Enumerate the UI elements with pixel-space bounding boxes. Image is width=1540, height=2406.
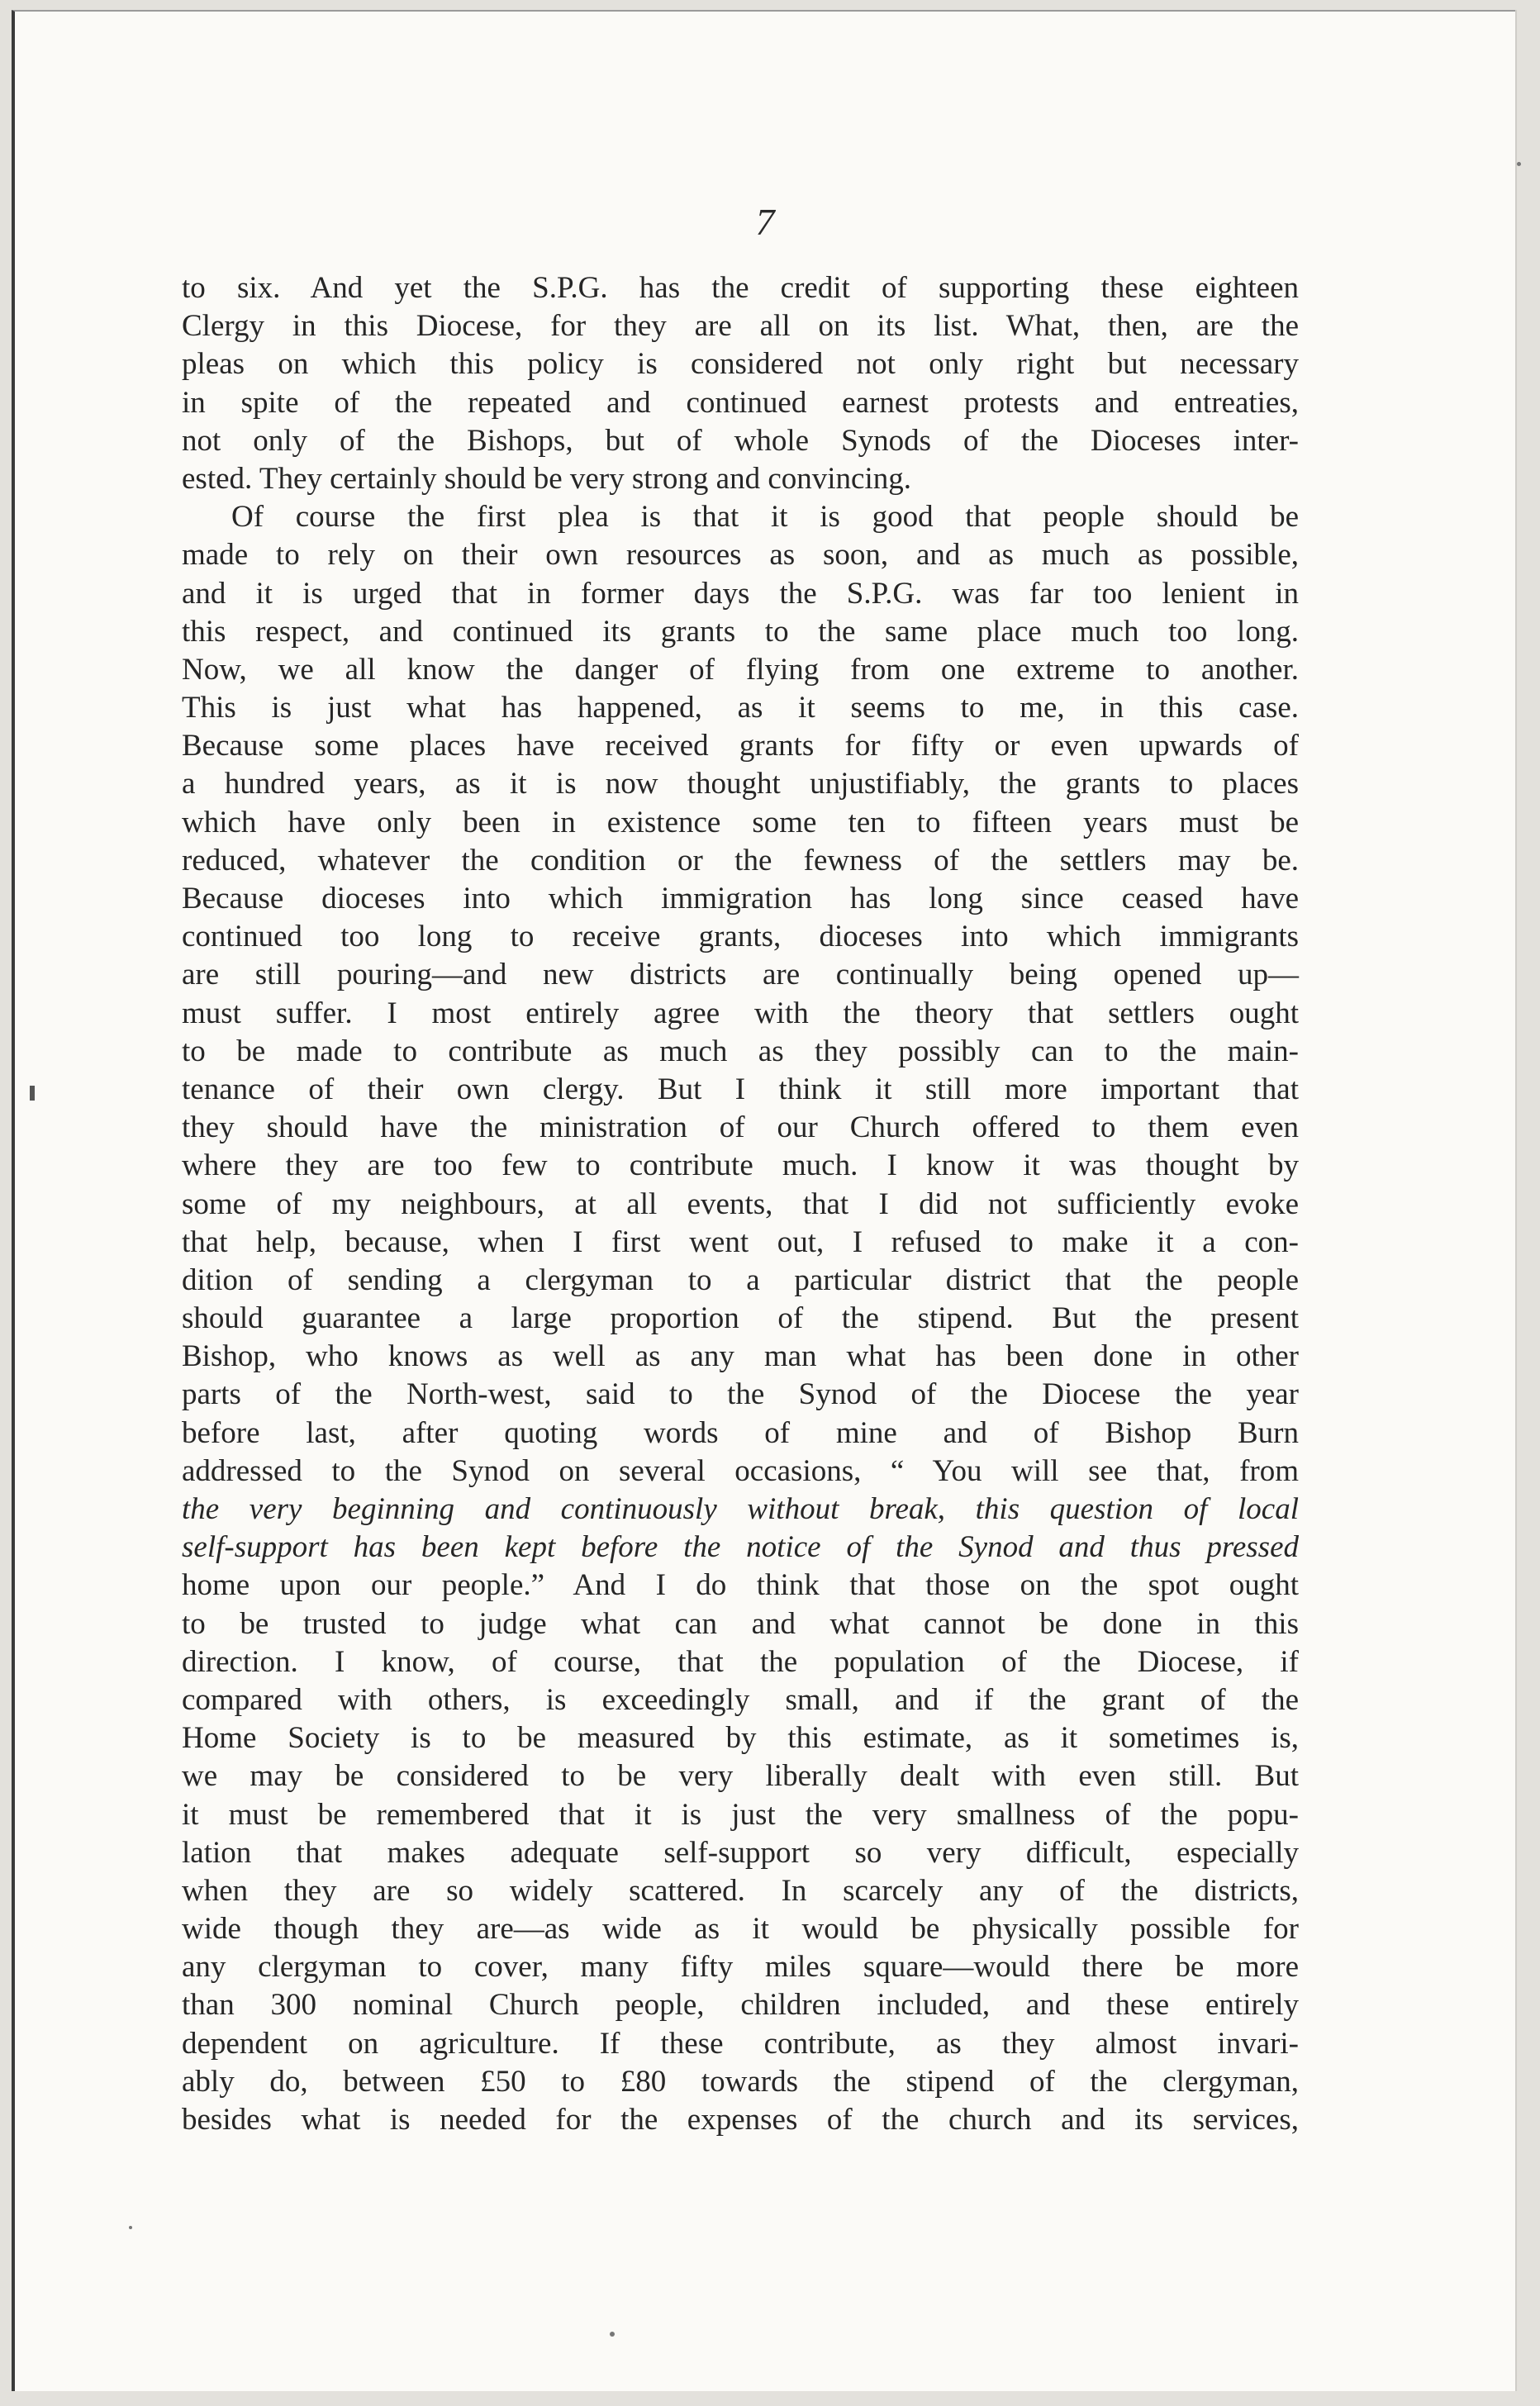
text-line: dition of sending a clergyman to a particular district that the people [182, 1262, 1299, 1297]
page-number: 7 [755, 201, 775, 243]
text-line: This is just what has happened, as it seems to me, in this case. [182, 691, 1299, 725]
text-line: and it is urged that in former days the S.P.G. was far too lenient in [182, 576, 1299, 611]
text-line: continued too long to receive grants, dioceses into which immigrants [182, 920, 1299, 954]
text-line: besides what is needed for the expenses of the church and its services, [182, 2103, 1299, 2137]
scanned-page [12, 10, 1515, 2391]
text-line: Because dioceses into which immigration has long since ceased have [182, 882, 1299, 915]
text-line: addressed to the Synod on several occasions, “ You will see that, from [182, 1453, 1299, 1488]
text-line: compared with others, is exceedingly small, and if the grant of the [182, 1682, 1299, 1717]
text-line: Because some places have received grants for fifty or even upwards of [182, 729, 1299, 763]
text-line: must suffer. I most entirely agree with the theory that settlers ought [182, 996, 1299, 1030]
scan-speck [1517, 162, 1521, 166]
text-line: they should have the ministration of our Church offered to them even [182, 1110, 1299, 1145]
text-line: lation that makes adequate self-support so very difficult, especially [182, 1835, 1299, 1870]
scan-speck [610, 2332, 615, 2337]
text-line: ested. They certainly should be very strong and convincing. [182, 461, 911, 496]
text-line: to be trusted to judge what can and what cannot be done in this [182, 1606, 1299, 1641]
text-line: Clergy in this Diocese, for they are all on its list. What, then, are the [182, 309, 1299, 344]
text-line: any clergyman to cover, many fifty miles square—would there be more [182, 1950, 1299, 1985]
text-line: to six. And yet the S.P.G. has the credit of supporting these eighteen [182, 271, 1299, 305]
text-line: home upon our people.” And I do think that those on the spot ought [182, 1568, 1299, 1603]
text-line: pleas on which this policy is considered not only right but necessary [182, 347, 1299, 382]
text-line: that help, because, when I first went out, I refused to make it a con- [182, 1224, 1299, 1259]
text-line: made to rely on their own resources as soon, and as much as possible, [182, 538, 1299, 573]
text-line: should guarantee a large proportion of the stipend. But the present [182, 1301, 1299, 1336]
text-line: the very beginning and continuously without break, this question of local [182, 1492, 1299, 1526]
text-line: when they are so widely scattered. In scarcely any of the districts, [182, 1873, 1299, 1908]
text-line: it must be remembered that it is just the very smallness of the popu- [182, 1797, 1299, 1832]
text-line: parts of the North-west, said to the Synod of the Diocese the year [182, 1377, 1299, 1412]
text-line: we may be considered to be very liberally dealt with even still. But [182, 1759, 1299, 1794]
text-line: self-support has been kept before the notice of the Synod and thus pressed [182, 1530, 1299, 1565]
text-line: before last, after quoting words of mine and of Bishop Burn [182, 1415, 1299, 1450]
text-line: in spite of the repeated and continued earnest protests and entreaties, [182, 385, 1299, 420]
text-line: this respect, and continued its grants to the same place much too long. [182, 614, 1299, 649]
scan-edge-mark [30, 1086, 35, 1101]
text-line: which have only been in existence some ten to fifteen years must be [182, 805, 1299, 839]
text-line: tenance of their own clergy. But I think it still more important that [182, 1072, 1299, 1106]
text-line: a hundred years, as it is now thought unjustifiably, the grants to places [182, 767, 1299, 801]
text-line: than 300 nominal Church people, children included, and these entirely [182, 1988, 1299, 2023]
text-line: are still pouring—and new districts are continually being opened up— [182, 958, 1299, 992]
text-line: not only of the Bishops, but of whole Synods of the Dioceses inter- [182, 423, 1299, 458]
text-line: wide though they are—as wide as it would be physically possible for [182, 1912, 1299, 1947]
text-line: Of course the first plea is that it is good that people should be [231, 500, 1299, 535]
text-line: some of my neighbours, at all events, that I did not sufficiently evoke [182, 1186, 1299, 1221]
text-line: direction. I know, of course, that the population of the Diocese, if [182, 1644, 1299, 1679]
text-line: dependent on agriculture. If these contribute, as they almost invari- [182, 2026, 1299, 2061]
text-line: Home Society is to be measured by this estimate, as it sometimes is, [182, 1721, 1299, 1756]
text-line: to be made to contribute as much as they possibly can to the main- [182, 1034, 1299, 1068]
text-line: ably do, between £50 to £80 towards the stipend of the clergyman, [182, 2064, 1299, 2099]
text-line: reduced, whatever the condition or the fewness of the settlers may be. [182, 843, 1299, 877]
body-text [182, 269, 1299, 2139]
scan-speck [129, 2226, 132, 2229]
text-line: Bishop, who knows as well as any man what has been done in other [182, 1339, 1299, 1374]
text-line: where they are too few to contribute much. I know it was thought by [182, 1148, 1299, 1183]
text-line: Now, we all know the danger of flying from one extreme to another. [182, 652, 1299, 687]
